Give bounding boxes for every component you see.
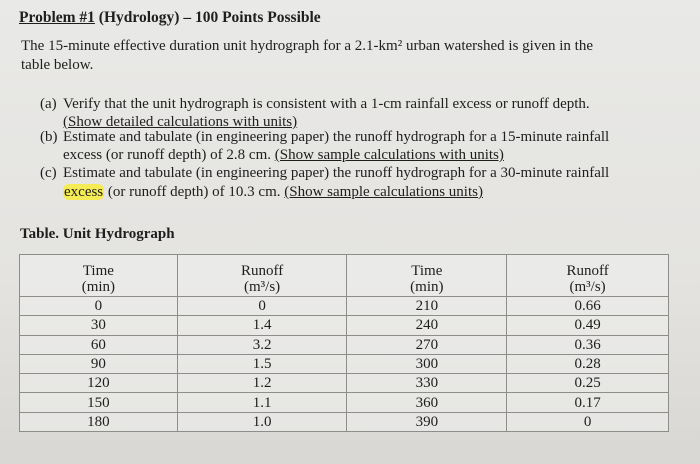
cell-runoff-2: 0.66 xyxy=(507,297,669,316)
cell-time-1: 120 xyxy=(20,374,178,393)
part-b-depth: excess (or runoff depth) of 2.8 cm. xyxy=(63,147,275,163)
cell-time-1: 150 xyxy=(20,393,178,412)
cell-runoff-2: 0.49 xyxy=(507,316,669,335)
cell-time-1: 60 xyxy=(20,335,178,354)
part-c-marker: (c) xyxy=(40,165,57,181)
cell-runoff-2: 0.25 xyxy=(507,374,669,393)
part-a-text: Verify that the unit hydrograph is consistent with a 1-cm rainfall excess or runoff depth. xyxy=(63,96,590,112)
cell-time-2: 270 xyxy=(347,335,507,354)
cell-runoff-1: 1.4 xyxy=(177,316,347,335)
problem-heading xyxy=(19,9,321,27)
part-a-show-work: (Show detailed calculations with units) xyxy=(63,114,298,130)
cell-time-1: 180 xyxy=(20,412,178,431)
header-runoff-2: Runoff (m³/s) xyxy=(507,255,669,297)
cell-time-2: 240 xyxy=(347,316,507,335)
cell-runoff-1: 1.0 xyxy=(177,412,347,431)
header-time-2: Time (min) xyxy=(347,255,507,297)
cell-runoff-1: 3.2 xyxy=(177,335,347,354)
cell-time-2: 300 xyxy=(347,354,507,373)
table-row xyxy=(20,374,669,393)
cell-time-2: 390 xyxy=(347,412,507,431)
cell-runoff-2: 0 xyxy=(507,412,669,431)
part-c-depth: (or runoff depth) of 10.3 cm. xyxy=(104,184,285,200)
cell-time-2: 360 xyxy=(347,393,507,412)
cell-runoff-1: 0 xyxy=(177,297,347,316)
cell-runoff-1: 1.2 xyxy=(177,374,347,393)
part-b-marker: (b) xyxy=(40,129,58,145)
table-title: Table. Unit Hydrograph xyxy=(20,226,175,242)
cell-runoff-2: 0.36 xyxy=(507,335,669,354)
intro-line-2: table below. xyxy=(21,57,94,73)
table-row xyxy=(20,316,669,335)
part-c-line-2 xyxy=(63,184,483,201)
cell-time-2: 330 xyxy=(347,374,507,393)
part-c-show-work: (Show sample calculations units) xyxy=(284,184,483,200)
table-row xyxy=(20,354,669,373)
header-time-1: Time (min) xyxy=(20,255,178,297)
part-b-line-2 xyxy=(63,147,504,164)
problem-label: Problem #1 xyxy=(19,9,95,26)
header-runoff-1: Runoff (m³/s) xyxy=(177,255,347,297)
cell-time-1: 0 xyxy=(20,297,178,316)
table-body xyxy=(20,297,669,432)
problem-points: – 100 Points Possible xyxy=(179,9,321,26)
table-row xyxy=(20,393,669,412)
table-header-row xyxy=(20,255,669,297)
cell-runoff-1: 1.1 xyxy=(177,393,347,412)
table-row xyxy=(20,335,669,354)
cell-time-1: 30 xyxy=(20,316,178,335)
cell-runoff-1: 1.5 xyxy=(177,354,347,373)
table-row xyxy=(20,412,669,431)
problem-subject: (Hydrology) xyxy=(94,9,180,26)
intro-line-1: The 15-minute effective duration unit hydrograph for a 2.1-km² urban watershed is given in the xyxy=(21,38,593,54)
part-c-text: Estimate and tabulate (in engineering paper) the runoff hydrograph for a 30-minute rainfall xyxy=(63,165,610,181)
table-row xyxy=(20,297,669,316)
part-b-show-work: (Show sample calculations with units) xyxy=(274,147,504,163)
unit-hydrograph-table xyxy=(19,254,669,432)
part-c-highlighted-word: excess xyxy=(64,184,104,200)
part-a-marker: (a) xyxy=(40,96,57,112)
cell-time-1: 90 xyxy=(20,354,178,373)
cell-runoff-2: 0.28 xyxy=(507,354,669,373)
part-b-text: Estimate and tabulate (in engineering paper) the runoff hydrograph for a 15-minute rainfall xyxy=(63,129,610,145)
cell-runoff-2: 0.17 xyxy=(507,393,669,412)
cell-time-2: 210 xyxy=(347,297,507,316)
